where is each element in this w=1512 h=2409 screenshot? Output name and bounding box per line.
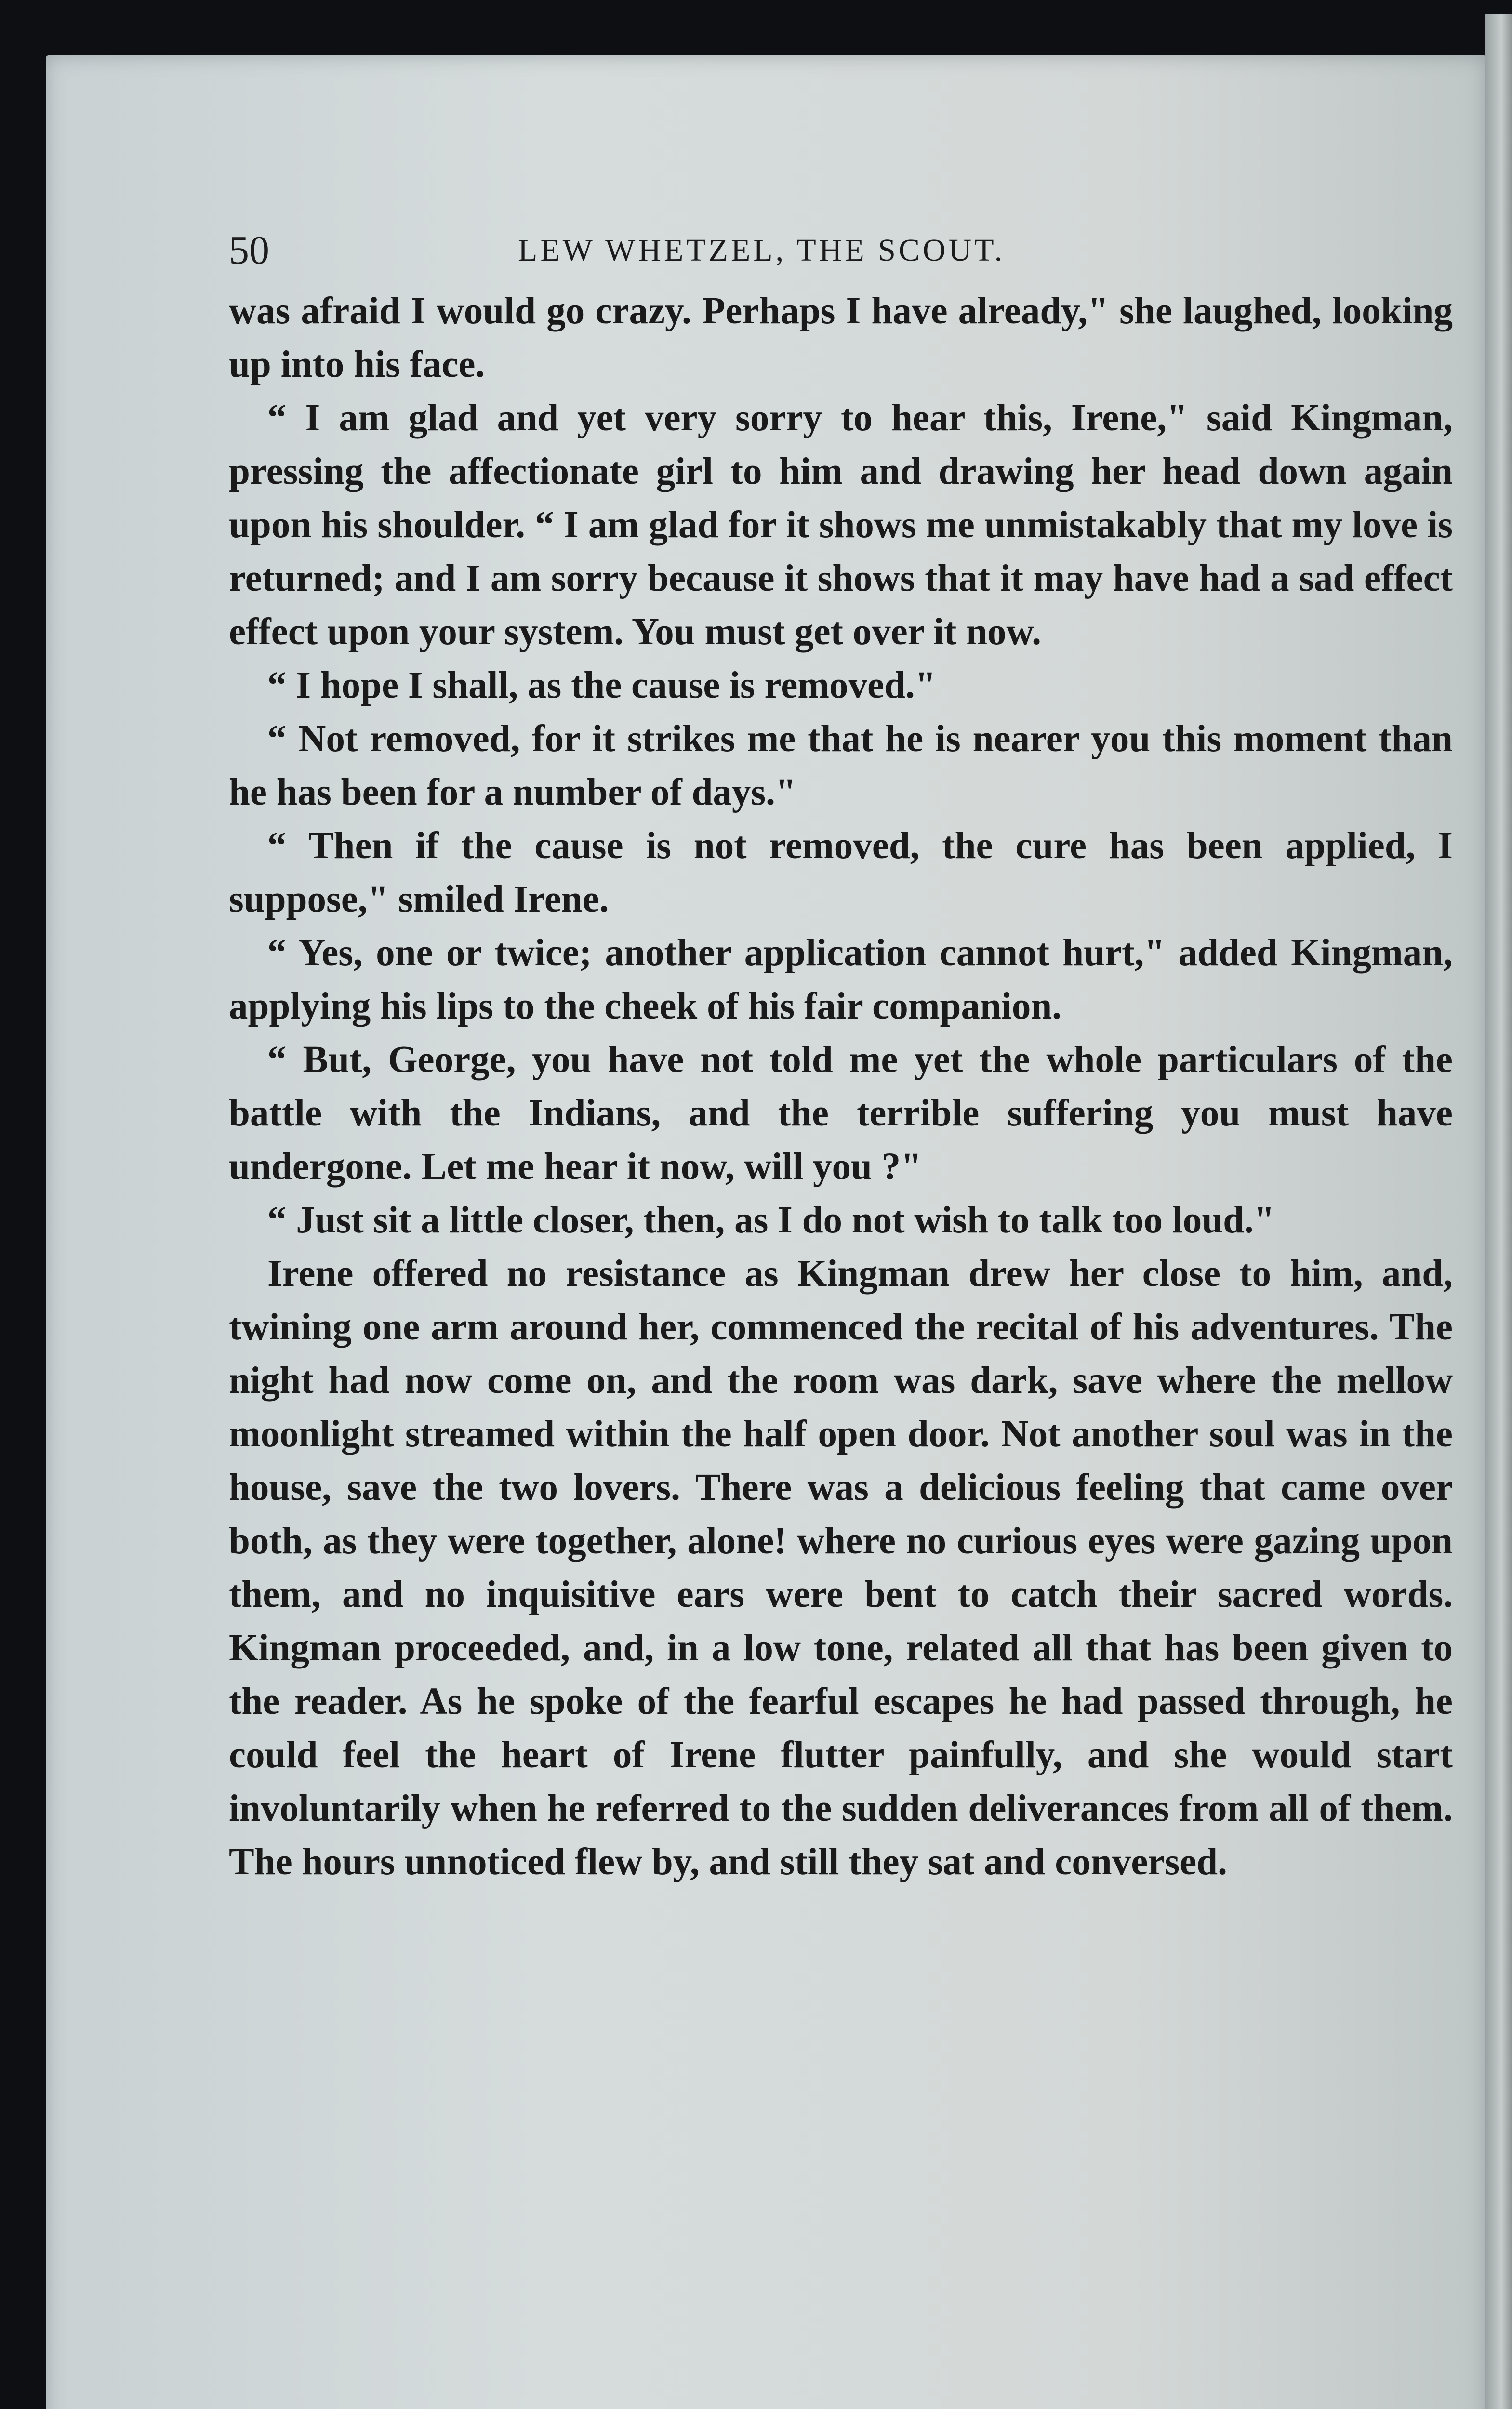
paragraph: “ But, George, you have not told me yet the whole particulars of the battle with the Indians, and the terrible suffering you must have undergone. Let me hear it now, will you ?" [229,1039,1453,1188]
paragraph: “ Just sit a little closer, then, as I do not wish to talk too loud." [267,1199,1275,1241]
paragraph: was afraid I would go crazy. Perhaps I have already," she laughed, looking up into his face. [229,290,1453,385]
book-page [46,55,1486,2409]
paragraph: “ I hope I shall, as the cause is removed." [267,664,936,706]
page-header [229,226,1453,275]
paragraph: “ Yes, one or twice; another application cannot hurt," added Kingman, applying his lips to the cheek of his fair companion. [229,932,1453,1027]
page-number: 50 [229,228,269,273]
next-page-edge [1485,14,1512,2409]
paragraph: “ I am glad and yet very sorry to hear this, Irene," said Kingman, pressing the affectionate girl to him and drawing her head down again upon his shoulder. “ I am glad for it shows me unmistakably that my love is returned; and I am sorry because it shows that it may have had a sad effect effect upon your system. You must get over it now. [229,397,1453,653]
paragraph: “ Then if the cause is not removed, the cure has been applied, I suppose," smiled Irene. [229,825,1453,920]
paragraph: Irene offered no resistance as Kingman drew her close to him, and, twining one arm around her, commenced the recital of his adventures. The night had now come on, and the room was dark, save where the mellow moonlight streamed within the half open door. Not another soul was in the house, save the two lovers. There was a delicious feeling that came over both, as they were together, alone! where no curious eyes were gazing upon them, and no inquisitive ears were bent to catch their sacred words. Kingman proceeded, and, in a low tone, related all that has been given to the reader. As he spoke of the fearful escapes he had passed through, he could feel the heart of Irene flutter painfully, and she would start involuntarily when he referred to the sudden deliverances from all of them. The hours unnoticed flew by, and still they sat and conversed. [229,1253,1453,1883]
running-head: LEW WHETZEL, THE SCOUT. [518,233,1006,268]
paragraph: “ Not removed, for it strikes me that he is nearer you this moment than he has been for a number of days." [229,718,1453,813]
body-text [229,284,1453,1889]
